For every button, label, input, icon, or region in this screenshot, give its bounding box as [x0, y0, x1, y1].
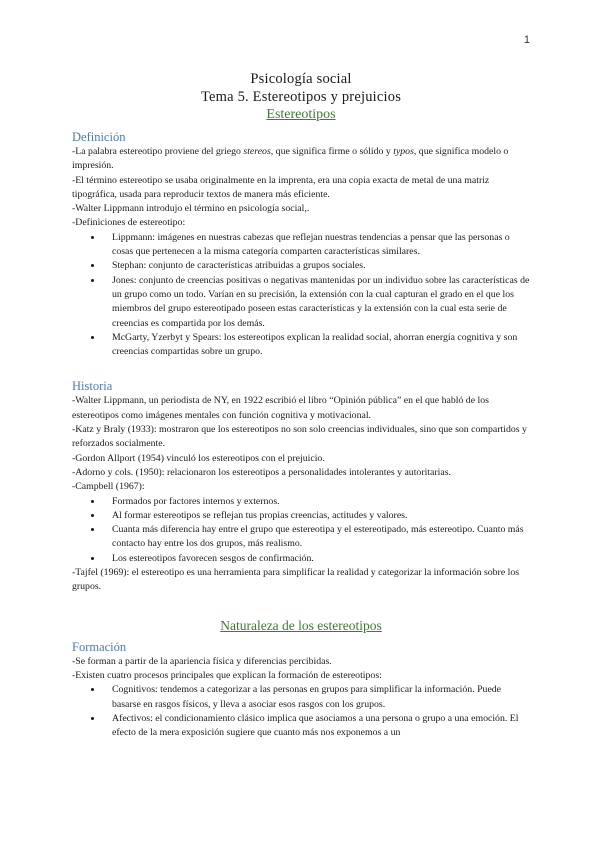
list-item: • Al formar estereotipos se reflejan tus propias creencias, actitudes y valores.	[103, 509, 530, 523]
historia-paragraph-2: -Katz y Braly (1933): mostraron que los estereotipos no son solo creencias individuales, sino que son compartidos y reforzados socialmente.	[72, 424, 527, 450]
list-item: • Cuanta más diferencia hay entre el grupo que estereotipa y el estereotipado, más estereotipo. Cuanto más contacto hay entre los dos grupos, más realismo.	[103, 523, 530, 552]
formacion-paragraph-2: -Existen cuatro procesos principales que explican la formación de estereotipos:	[72, 669, 382, 681]
page-content	[72, 70, 530, 740]
section-title-naturaleza: Naturaleza de los estereotipos	[220, 617, 382, 633]
definicion-paragraph-3: -Walter Lippmann introdujo el término en psicología social,.	[72, 203, 310, 215]
list-item: • McGarty, Yzerbyt y Spears: los estereotipos explican la realidad social, ahorran energía cognitiva y son creencias compartidas sobre un grupo.	[103, 331, 530, 360]
document-subtitle: Tema 5. Estereotipos y prejuicios	[200, 89, 402, 105]
list-item: • Jones: conjunto de creencias positivas o negativas mantenidas por un individuo sobre las características de un grupo como un todo. Varían en su precisión, la extensión con la cual capturan el grado en el que los miembros del grupo estereotipado poseen estas características y la extensión con la cual esta serie de creencias es compartida por los demás.	[103, 274, 530, 331]
list-item: • Cognitivos: tendemos a categorizar a las personas en grupos para simplificar la información. Puede basarse en rasgos físicos, y lleva a asociar esos rasgos con los grupos.	[103, 683, 530, 712]
heading-definicion: Definición	[72, 130, 126, 144]
list-item: • Formados por factores internos y externos.	[103, 495, 530, 509]
historia-paragraph-4: -Adorno y cols. (1950): relacionaron los estereotipos a personalidades intolerantes y autoritarias.	[72, 466, 451, 478]
definicion-paragraph-4: -Definiciones de estereotipo:	[72, 217, 186, 229]
list-item: • Los estereotipos favorecen sesgos de confirmación.	[103, 552, 530, 566]
heading-historia: Historia	[72, 379, 113, 394]
historia-paragraph-1: -Walter Lippmann, un periodista de NY, en 1922 escribió el libro “Opinión pública” en el que habló de los estereotipos como imágenes mentales con función cognitiva y motivacional.	[72, 395, 489, 421]
term-stereos: stereos	[243, 146, 271, 157]
page-number: 1	[523, 34, 530, 46]
formacion-paragraph-1: -Se forman a partir de la apariencia física y diferencias percibidas.	[72, 655, 332, 667]
historia-paragraph-3: -Gordon Allport (1954) vinculó los estereotipos con el prejuicio.	[72, 452, 325, 464]
document-title: Psicología social	[250, 71, 352, 87]
definicion-bullet-list	[72, 231, 530, 360]
section-title-estereotipos: Estereotipos	[266, 107, 336, 122]
definicion-paragraph-1: -La palabra estereotipo proviene del griego stereos, que significa firme o sólido y typos, que significa modelo o impresión.	[72, 146, 509, 172]
historia-paragraph-6: -Tajfel (1969): el estereotipo es una herramienta para simplificar la realidad y categorizar la información sobre los grupos.	[72, 567, 520, 593]
historia-paragraph-5: -Campbell (1967):	[72, 481, 145, 493]
term-typos: typos	[393, 146, 414, 157]
list-item: • Lippmann: imágenes en nuestras cabezas que reflejan nuestras tendencias a pensar que las personas o cosas que pertenecen a la misma categoría comparten características similares.	[103, 231, 530, 260]
historia-bullet-list	[72, 495, 530, 566]
list-item: • Afectivos: el condicionamiento clásico implica que asociamos a una persona o grupo a una emoción. El efecto de la mera exposición sugiere que cuanto más nos exponemos a un	[103, 712, 530, 741]
formacion-bullet-list	[72, 683, 530, 740]
list-item: • Stephan: conjunto de características atribuidas a grupos sociales.	[103, 259, 530, 273]
heading-formacion: Formación	[72, 639, 127, 654]
definicion-paragraph-2: -El término estereotipo se usaba originalmente en la imprenta, era una copia exacta de metal de una matriz tipográfica, usada para reproducir textos de manera más eficiente.	[72, 174, 490, 200]
